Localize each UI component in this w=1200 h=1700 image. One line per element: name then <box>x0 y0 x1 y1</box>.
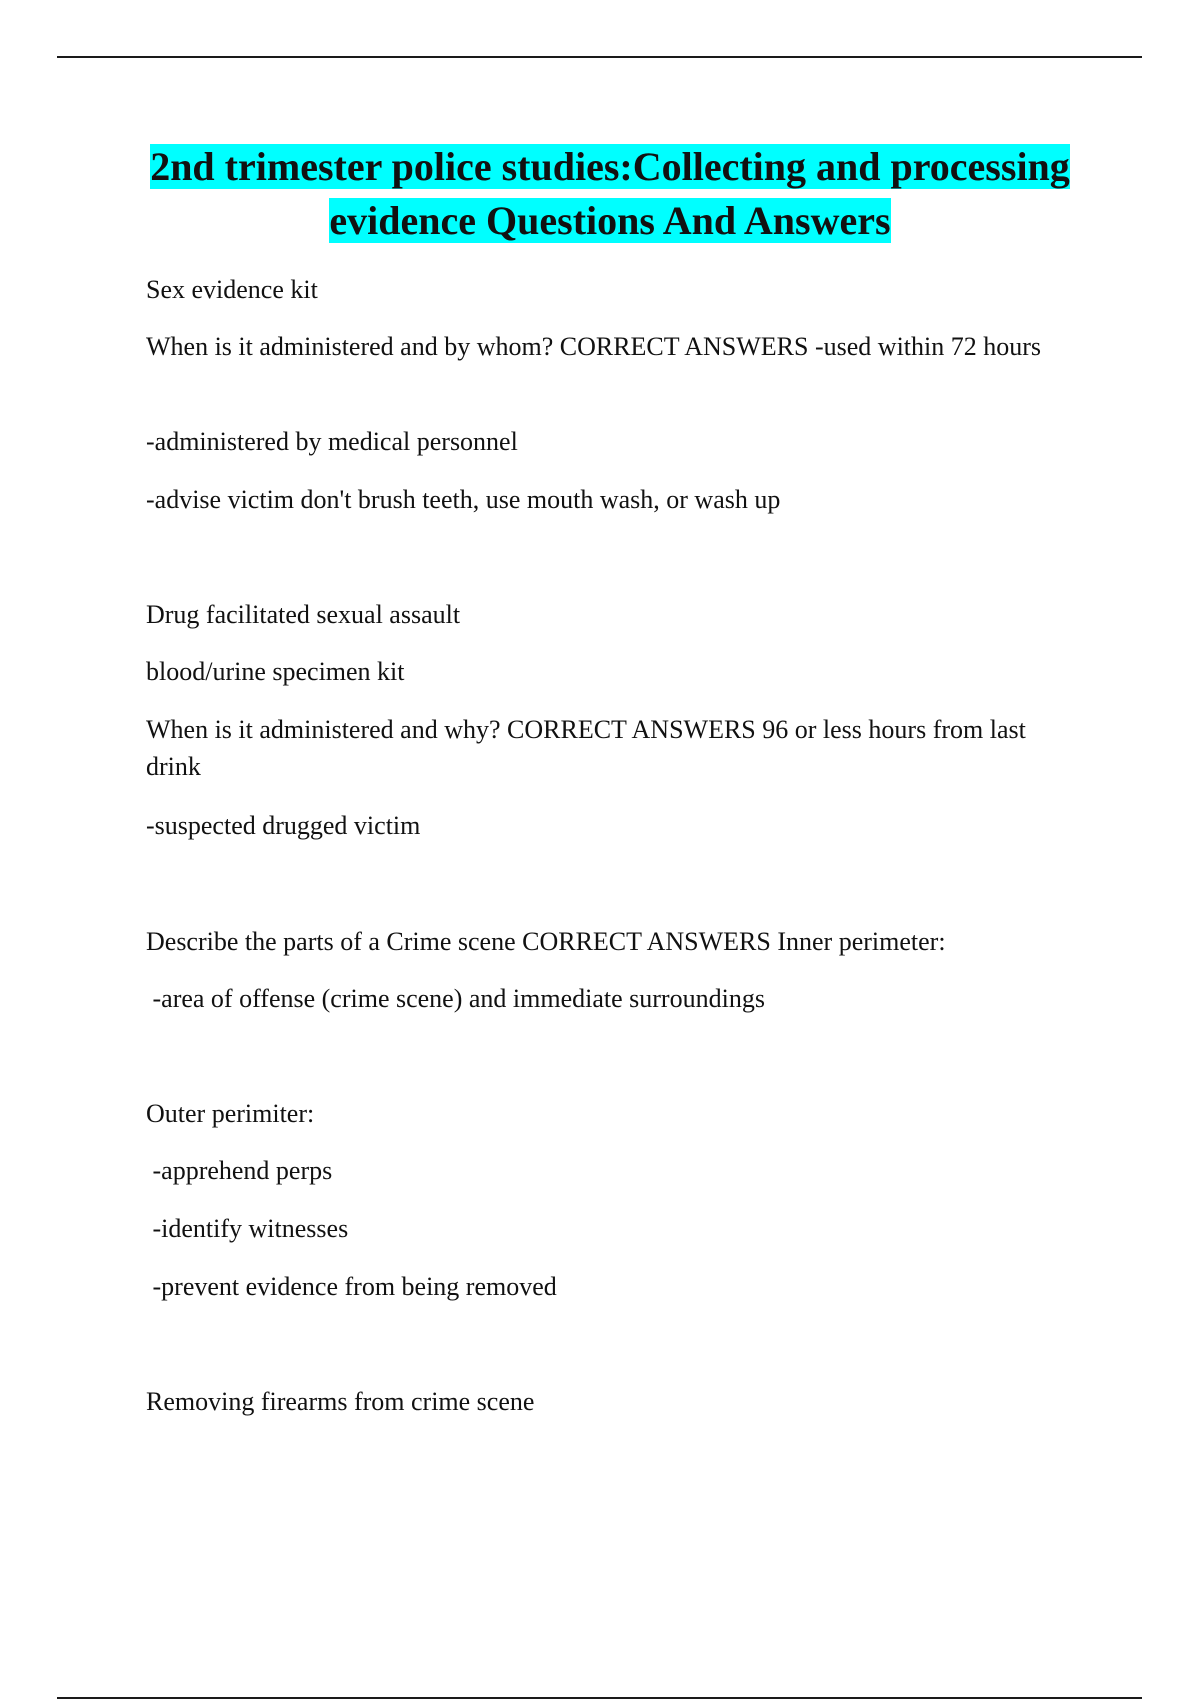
answer-subheading: Outer perimiter: <box>146 1099 315 1128</box>
answer-detail: -area of offense (crime scene) and immediate surroundings <box>146 984 765 1013</box>
answer-detail: -prevent evidence from being removed <box>146 1272 557 1301</box>
top-rule <box>57 56 1142 58</box>
question-subheading: blood/urine specimen kit <box>146 657 405 686</box>
answer-detail: -suspected drugged victim <box>146 811 421 840</box>
answer-detail: -administered by medical personnel <box>146 427 518 456</box>
bottom-rule <box>57 1697 1142 1699</box>
question-heading: Drug facilitated sexual assault <box>146 600 461 629</box>
question-answer: Describe the parts of a Crime scene CORRECT ANSWERS Inner perimeter: <box>146 927 946 956</box>
answer-detail: -identify witnesses <box>146 1214 349 1243</box>
title-highlight: 2nd trimester police studies:Collecting and processing evidence Questions And Answers <box>150 144 1070 243</box>
question-heading: Removing firearms from crime scene <box>146 1387 535 1416</box>
page-title <box>140 140 1080 248</box>
answer-detail: -advise victim don't brush teeth, use mouth wash, or wash up <box>146 485 781 514</box>
answer-detail: -apprehend perps <box>146 1156 333 1185</box>
question-heading: Sex evidence kit <box>146 275 318 304</box>
question-answer: When is it administered and why? CORRECT ANSWERS 96 or less hours from last drink <box>146 715 1033 781</box>
question-answer: When is it administered and by whom? CORRECT ANSWERS -used within 72 hours <box>146 332 1042 361</box>
